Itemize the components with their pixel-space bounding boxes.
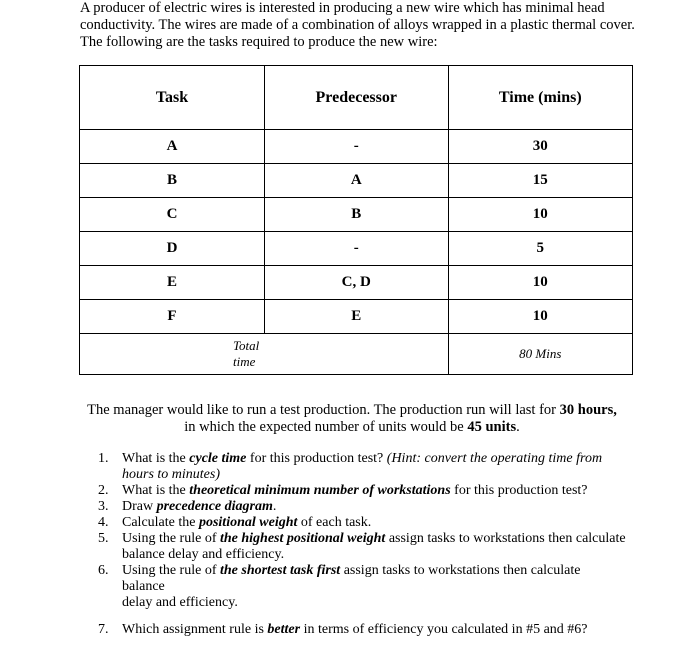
- intro-line: A producer of electric wires is interested in producing a new wire which has minimal head: [80, 0, 605, 16]
- cell-predecessor: -: [264, 232, 448, 266]
- question-text: .: [272, 499, 277, 514]
- table-header-row: [80, 66, 633, 130]
- intro-paragraph: [80, 0, 640, 51]
- header-task: Task: [80, 66, 265, 130]
- manager-text: .: [516, 419, 520, 435]
- question-text: Using the rule of: [122, 531, 220, 546]
- question-emphasis: precedence diagram: [156, 499, 273, 514]
- question-number: 4.: [98, 515, 109, 530]
- question-text: for this production test?: [450, 483, 588, 498]
- table-row: [80, 198, 633, 232]
- question-text: delay and efficiency.: [122, 595, 238, 610]
- cell-time: 15: [448, 164, 632, 198]
- question-emphasis: theoretical minimum number of workstations: [189, 483, 451, 498]
- question-number: 6.: [98, 563, 109, 578]
- cell-predecessor: C, D: [264, 266, 448, 300]
- question-number: 1.: [98, 451, 109, 466]
- question-emphasis: cycle time: [189, 451, 247, 466]
- question-text: What is the: [122, 483, 190, 498]
- table-row: [80, 300, 633, 334]
- total-label: Total time: [80, 334, 265, 375]
- total-row: [80, 334, 633, 375]
- question-emphasis: the highest positional weight: [219, 531, 386, 546]
- question-item: [98, 531, 628, 563]
- question-emphasis: better: [267, 622, 301, 637]
- question-text: for this production test?: [246, 451, 387, 466]
- question-item: [98, 451, 628, 483]
- intro-line: The following are the tasks required to produce the new wire:: [80, 34, 438, 50]
- cell-time: 5: [448, 232, 632, 266]
- cell-predecessor: E: [264, 300, 448, 334]
- question-text: What is the: [122, 451, 190, 466]
- question-item: [98, 563, 628, 611]
- question-item: [98, 499, 628, 515]
- cell-task: B: [80, 164, 265, 198]
- cell-predecessor: A: [264, 164, 448, 198]
- intro-line: conductivity. The wires are made of a combination of alloys wrapped in a plastic thermal cover.: [80, 17, 635, 33]
- table-row: [80, 232, 633, 266]
- manager-text: The manager would like to run a test production. The production run will last for: [87, 402, 560, 418]
- total-blank-cell: [264, 334, 448, 375]
- manager-hours: 30 hours,: [559, 402, 617, 418]
- cell-task: F: [80, 300, 265, 334]
- question-list: [98, 451, 628, 638]
- question-text: balance: [122, 579, 165, 594]
- cell-predecessor: B: [264, 198, 448, 232]
- cell-task: C: [80, 198, 265, 232]
- total-value: 80 Mins: [448, 334, 632, 375]
- question-number: 7.: [98, 622, 109, 637]
- table-row: [80, 164, 633, 198]
- question-text: Draw: [122, 499, 157, 514]
- manager-units: 45 units: [467, 419, 517, 435]
- question-text: Calculate the: [122, 515, 199, 530]
- question-text: in terms of efficiency you calculated in #5 and #6?: [300, 622, 588, 637]
- question-number: 5.: [98, 531, 109, 546]
- question-number: 3.: [98, 499, 109, 514]
- manager-text: in which the expected number of units would be: [184, 419, 468, 435]
- question-text: Which assignment rule is: [122, 622, 268, 637]
- question-item: [98, 483, 628, 499]
- question-text: assign tasks to workstations then calculate balance delay and efficiency.: [122, 531, 626, 562]
- header-time: Time (mins): [448, 66, 632, 130]
- question-text: of each task.: [297, 515, 372, 530]
- manager-paragraph: [82, 402, 622, 436]
- cell-time: 10: [448, 266, 632, 300]
- header-predecessor: Predecessor: [264, 66, 448, 130]
- question-number: 2.: [98, 483, 109, 498]
- question-text: assign tasks to workstations then calculate: [340, 563, 581, 578]
- cell-task: D: [80, 232, 265, 266]
- cell-time: 10: [448, 300, 632, 334]
- cell-task: E: [80, 266, 265, 300]
- table-row: [80, 130, 633, 164]
- question-hint: (Hint: convert the operating time from hours to minutes): [122, 451, 603, 482]
- cell-time: 30: [448, 130, 632, 164]
- question-text: Using the rule of: [122, 563, 220, 578]
- cell-time: 10: [448, 198, 632, 232]
- task-table: [79, 65, 633, 375]
- question-emphasis: the shortest task first: [219, 563, 341, 578]
- cell-predecessor: -: [264, 130, 448, 164]
- question-item: [98, 515, 628, 531]
- question-emphasis: positional weight: [198, 515, 298, 530]
- cell-task: A: [80, 130, 265, 164]
- question-item: [98, 622, 628, 638]
- table-row: [80, 266, 633, 300]
